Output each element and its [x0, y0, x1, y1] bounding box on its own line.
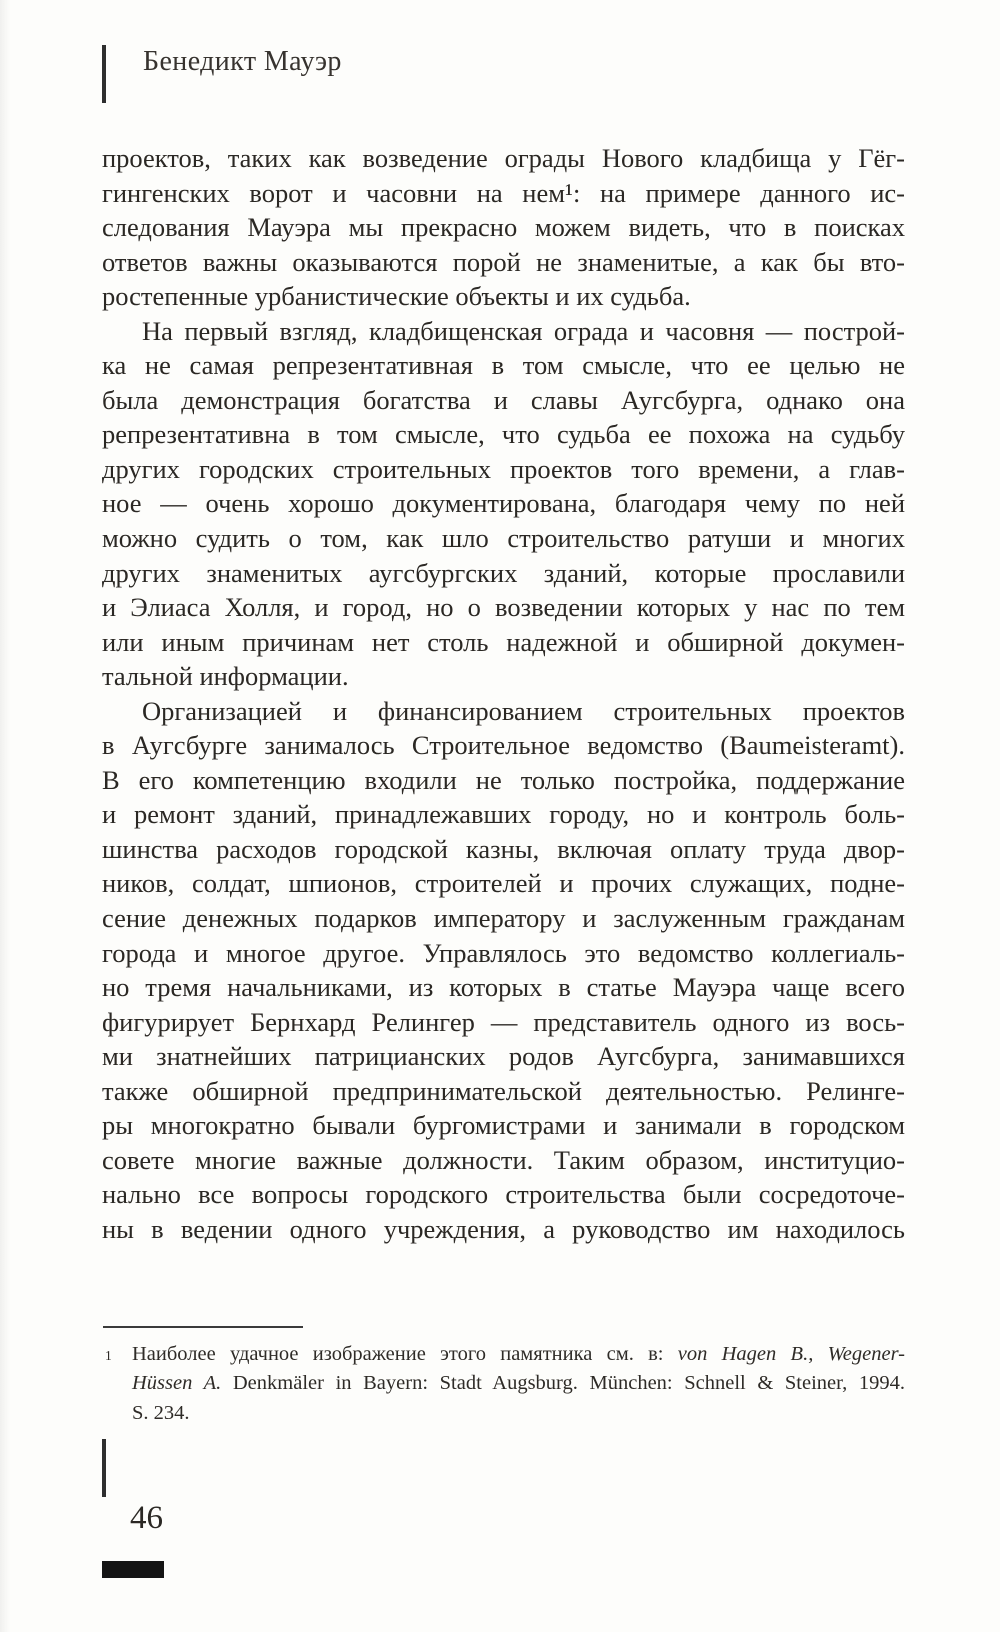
text-line: В его компетенцию входили не только постройка, поддержание — [102, 764, 905, 795]
header-rule — [102, 45, 106, 103]
text-line: ростепенные урбанистические объекты и их судьба. — [102, 281, 691, 312]
text-line: шинства расходов городской казны, включая оплату труда двор- — [102, 833, 905, 864]
text-line: но тремя начальниками, из которых в статье Мауэра чаще всего — [102, 972, 905, 1003]
footnote-text: Denkmäler in Bayern: Stadt Augsburg. München: Schnell & Steiner, 1994. — [221, 1372, 905, 1395]
text-line: и Элиаса Холля, и город, но о возведении которых у нас по тем — [102, 592, 905, 623]
text-line: ное — очень хорошо документирована, благодаря чему по ней — [102, 488, 905, 519]
footnote-lines — [102, 1340, 905, 1428]
printer-registration-mark — [102, 1561, 164, 1578]
footnote-text: S. 234. — [132, 1401, 190, 1424]
text-line: проектов, таких как возведение ограды Нового кладбища у Гёг- — [102, 143, 905, 173]
footer-rule — [102, 1439, 106, 1497]
text-line: ны в ведении одного учреждения, а руководство им находилось — [102, 1213, 905, 1244]
text-line: можно судить о том, как шло строительство ратуши и многих — [102, 523, 905, 554]
text-line: ответов важны оказываются порой не знаменитые, а как бы вто- — [102, 246, 905, 277]
footnote-separator — [103, 1326, 303, 1328]
footnote-citation-italic: Hüssen A. — [132, 1372, 222, 1395]
scan-edge-shadow — [0, 0, 10, 1632]
text-line: совете многие важные должности. Таким образом, институцио- — [102, 1144, 905, 1175]
text-line: ры многократно бывали бургомистрами и занимали в городском — [102, 1110, 905, 1141]
text-line: сение денежных подарков императору и заслуженным гражданам — [102, 903, 905, 934]
text-line: была демонстрация богатства и славы Аугсбурга, однако она — [102, 384, 905, 415]
text-line: фигурирует Бернхард Релингер — представитель одного из вось- — [102, 1006, 905, 1037]
footnote-line — [102, 1340, 905, 1369]
text-line: гингенских ворот и часовни на нем¹: на примере данного ис- — [102, 177, 905, 208]
text-line: тальной информации. — [102, 661, 349, 692]
footnote-citation-italic: von Hagen B., Wegener- — [677, 1343, 905, 1365]
running-header-author: Бенедикт Мауэр — [143, 46, 342, 77]
footnote-line — [102, 1369, 905, 1398]
page-number: 46 — [130, 1500, 163, 1536]
body-text — [102, 141, 905, 1247]
footnote — [102, 1340, 905, 1428]
text-line: следования Мауэра мы прекрасно можем видеть, что в поисках — [102, 212, 905, 243]
footnote-text: Наиболее удачное изображение этого памятника см. в: — [132, 1343, 678, 1365]
text-line: репрезентативна в том смысле, что судьба ее похожа на судьбу — [102, 419, 905, 450]
text-line: ми знатнейших патрицианских родов Аугсбурга, занимавшихся — [102, 1041, 905, 1072]
text-line: других знаменитых аугсбургских зданий, которые прославили — [102, 557, 905, 588]
footnote-line — [102, 1399, 905, 1428]
text-line: На первый взгляд, кладбищенская ограда и часовня — построй- — [142, 315, 905, 346]
text-line: ка не самая репрезентативная в том смысле, что ее целью не — [102, 350, 905, 381]
text-line: города и многое другое. Управлялось это ведомство коллегиаль- — [102, 937, 905, 968]
text-line: других городских строительных проектов того времени, а глав- — [102, 453, 905, 484]
text-line: нально все вопросы городского строительства были сосредоточе- — [102, 1179, 905, 1210]
text-line: в Аугсбурге занималось Строительное ведомство (Baumeisteramt). — [102, 730, 905, 761]
footnote-marker: 1 — [105, 1348, 112, 1363]
text-line: Организацией и финансированием строительных проектов — [142, 695, 905, 726]
text-line: и ремонт зданий, принадлежавших городу, но и контроль боль- — [102, 799, 905, 830]
text-line: ников, солдат, шпионов, строителей и прочих служащих, подне- — [102, 868, 905, 899]
text-line: также обширной предпринимательской деятельностью. Релинге- — [102, 1075, 905, 1106]
text-line: или иным причинам нет столь надежной и обширной докумен- — [102, 626, 905, 657]
